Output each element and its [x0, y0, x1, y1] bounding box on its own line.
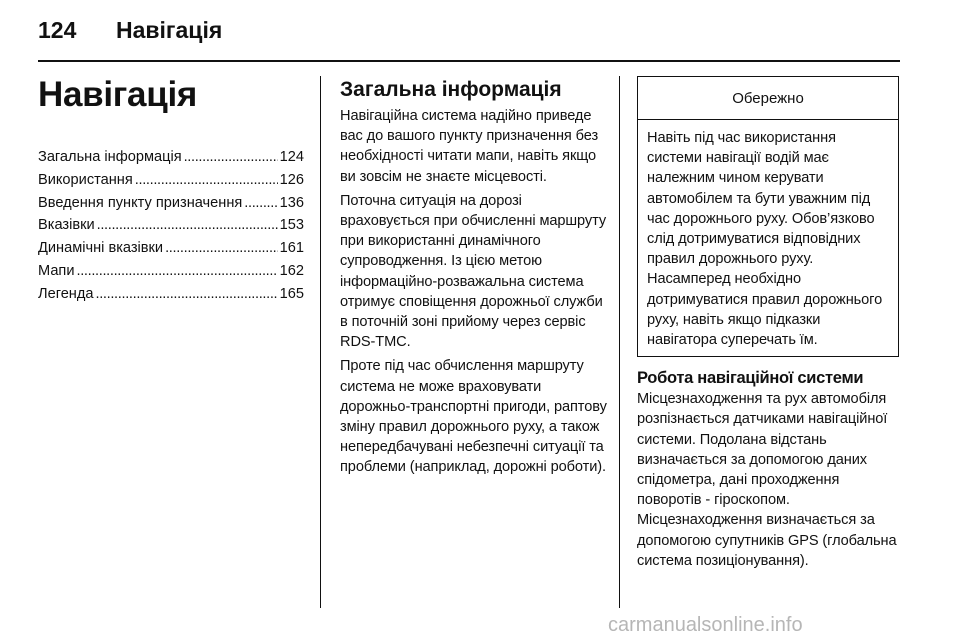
- caution-text: Навіть під час використання системи навігації водій має належним чином керувати автомобілем та бути уважним під час дорожнього руху. Обов’язково слід дотримуватися відповідних правил дорожнього руху. Насамперед необхідно дотримуватися правил дорожнього руху, навіть якщо підказки навігатора суперечать їм.: [647, 130, 883, 349]
- header-rule: [38, 60, 900, 62]
- toc-entry[interactable]: [38, 237, 304, 260]
- toc-entry[interactable]: [38, 214, 304, 237]
- chapter-column: [38, 74, 304, 306]
- toc-leader-dots: [165, 237, 278, 260]
- toc-leader-dots: [96, 283, 278, 306]
- toc-entry-page: 162: [279, 262, 304, 279]
- caution-box: [637, 76, 899, 357]
- chapter-title: Навігація: [38, 75, 197, 114]
- toc-leader-dots: [97, 214, 278, 237]
- column-divider: [619, 76, 620, 608]
- toc-entry-page: 136: [279, 194, 304, 211]
- caution-heading: Обережно: [638, 77, 898, 120]
- section-title: Загальна інформація: [340, 78, 562, 101]
- column-divider: [320, 76, 321, 608]
- toc-entry[interactable]: [38, 260, 304, 283]
- paragraph: Місцезнаходження та рух автомобіля розпізнається датчиками навігаційної системи. Подолана відстань визначається за допомогою даних спідометра, дані проходження поворотів - гіроскопом. Місцезнаходження визначається за допомогою супутників GPS (глобальна система позиціонування).: [637, 391, 897, 569]
- toc-entry-label: Вказівки: [38, 217, 95, 234]
- toc-entry-page: 165: [279, 285, 304, 302]
- table-of-contents: [38, 146, 304, 306]
- paragraph: Навігаційна система надійно приведе вас до вашого пункту призначення без необхідності читати мапи, навіть якщо ви зовсім не знаєте місцевості.: [340, 108, 599, 185]
- toc-leader-dots: [244, 192, 277, 215]
- toc-leader-dots: [135, 169, 278, 192]
- toc-entry-label: Мапи: [38, 262, 75, 279]
- toc-entry-page: 126: [279, 171, 304, 188]
- toc-entry[interactable]: [38, 283, 304, 306]
- toc-entry-label: Динамічні вказівки: [38, 240, 164, 257]
- toc-entry[interactable]: [38, 169, 304, 192]
- caution-column: [637, 76, 901, 575]
- toc-leader-dots: [77, 260, 278, 283]
- toc-entry-label: Загальна інформація: [38, 149, 182, 165]
- general-info-column: [340, 76, 612, 482]
- page-number: 124: [38, 16, 77, 43]
- subsection-title: Робота навігаційної системи: [637, 369, 864, 388]
- toc-entry-label: Використання: [38, 171, 133, 188]
- toc-entry-page: 153: [279, 217, 304, 234]
- running-title: Навігація: [116, 16, 223, 43]
- toc-entry-page: 124: [279, 149, 304, 165]
- toc-entry-label: Введення пункту призначення: [38, 194, 243, 211]
- toc-entry[interactable]: [38, 146, 304, 169]
- paragraph: Поточна ситуація на дорозі враховується при обчисленні маршруту при використанні динамічного супроводження. Із цією метою інформаційно-розважальна система отримує сповіщення дорожньої служби в поточній зоні прийому через сервіс RDS-TMC.: [340, 192, 607, 351]
- page-header: [38, 10, 222, 50]
- toc-entry[interactable]: [38, 192, 304, 215]
- toc-entry-page: 161: [279, 240, 304, 257]
- watermark: carmanualsonline.info: [608, 614, 803, 636]
- paragraph: Проте під час обчислення маршруту система не може враховувати дорожньо-транспортні пригоди, раптову зміну правил дорожнього руху, а також непередбачувані небезпечні ситуації та проблеми (наприклад, дорожні роботи).: [340, 358, 607, 476]
- toc-leader-dots: [184, 146, 278, 169]
- toc-entry-label: Легенда: [38, 285, 94, 302]
